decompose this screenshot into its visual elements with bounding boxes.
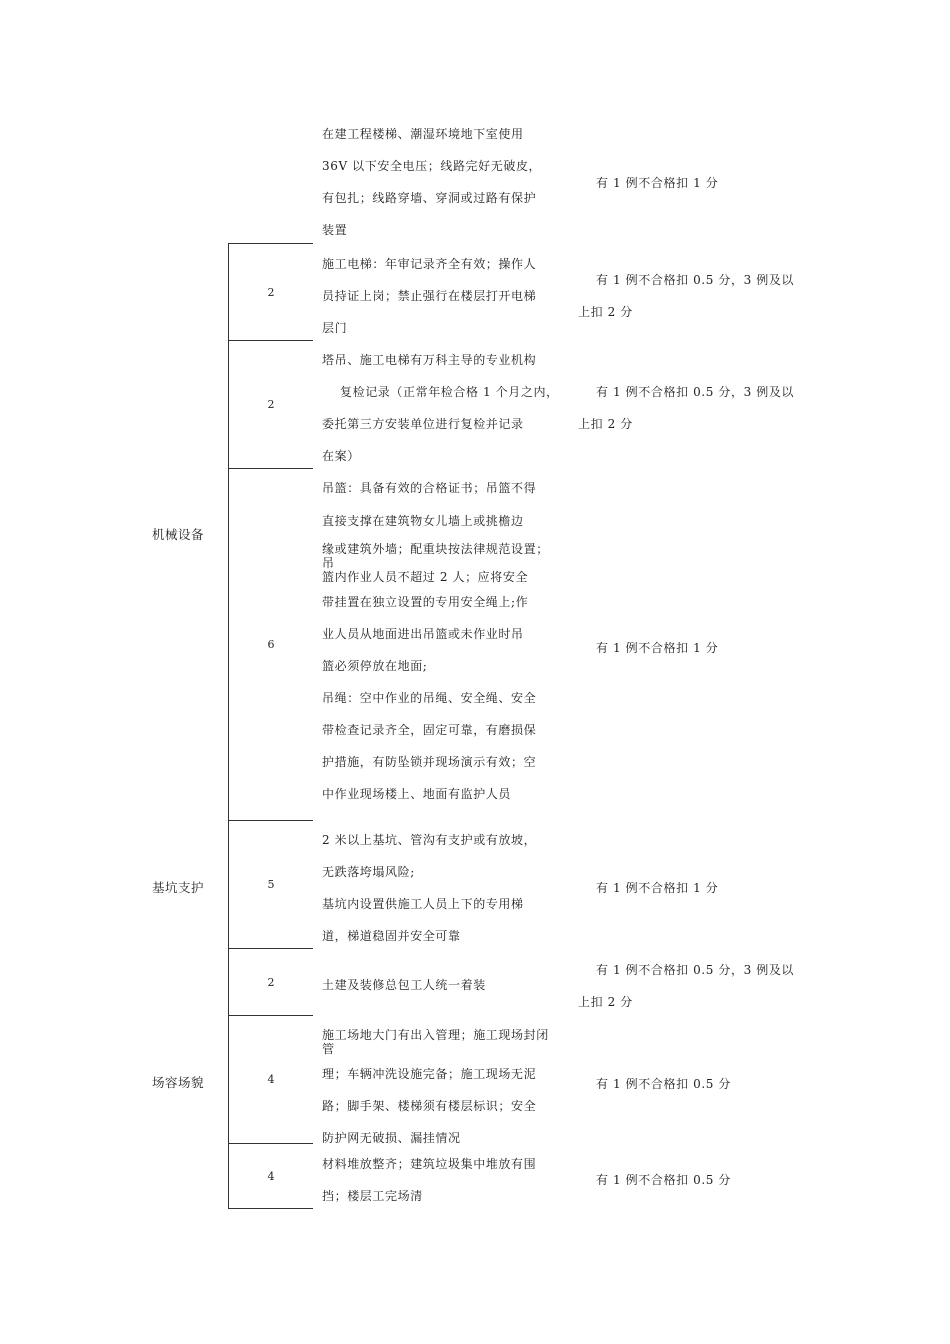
desc-line: 业人员从地面进出吊篮或未作业时吊 (322, 627, 524, 641)
penalty-line: 有 1 例不合格扣 1 分 (596, 641, 719, 655)
row-3-score-cell (228, 468, 313, 821)
row-6-score: 4 (267, 1073, 275, 1086)
desc-line: 施工电梯：年审记录齐全有效；操作人 (322, 257, 537, 271)
row-6-penalty (578, 1068, 798, 1100)
desc-line: 护措施，有防坠锁并现场演示有效；空 (322, 755, 537, 769)
row-2-score-cell (228, 340, 313, 469)
row-1-description (322, 248, 562, 344)
desc-line: 道，梯道稳固并安全可靠 (322, 929, 461, 943)
desc-line: 土建及装修总包工人统一着装 (322, 978, 486, 992)
desc-line: 吊绳：空中作业的吊绳、安全绳、安全 (322, 691, 537, 705)
row-5-description (322, 969, 562, 1001)
desc-line: 挡；楼层工完场清 (322, 1189, 423, 1203)
row-1-penalty (578, 264, 798, 328)
row-1-score: 2 (267, 285, 275, 299)
desc-line: 吊 (322, 556, 335, 570)
desc-line: 中作业现场楼上、地面有监护人员 (322, 787, 512, 801)
row-7-score: 4 (267, 1169, 275, 1183)
row-0-description (322, 118, 562, 246)
row-4-score-cell (228, 820, 313, 949)
desc-line: 36V 以下安全电压；线路完好无破皮， (322, 159, 542, 173)
row-6-description (322, 1028, 562, 1154)
penalty-line: 有 1 例不合格扣 0.5 分 (596, 1077, 731, 1091)
desc-line: 直接支撑在建筑物女儿墙上或挑檐边 (322, 514, 524, 528)
desc-line: 在建工程楼梯、潮湿环境地下室使用 (322, 127, 524, 141)
row-1-score-cell (228, 243, 313, 341)
desc-line: 管 (322, 1042, 335, 1056)
desc-line: 复检记录（正常年检合格 1 个月之内， (340, 385, 559, 399)
row-3-score: 6 (267, 638, 275, 651)
row-2-score: 2 (267, 398, 275, 411)
desc-line: 装置 (322, 223, 348, 237)
penalty-line: 上扣 2 分 (578, 995, 633, 1009)
category-machinery: 机械设备 (152, 527, 205, 542)
desc-line: 篮必须停放在地面; (322, 659, 428, 673)
desc-line: 委托第三方安装单位进行复检并记录 (322, 417, 524, 431)
desc-line: 带挂置在独立设置的专用安全绳上;作 (322, 595, 529, 609)
row-7-penalty (578, 1164, 798, 1196)
penalty-line: 有 1 例不合格扣 0.5 分，3 例及以 (596, 385, 795, 399)
row-2-description (322, 344, 562, 472)
desc-line: 基坑内设置供施工人员上下的专用梯 (322, 897, 524, 911)
desc-line: 有包扎；线路穿墙、穿洞或过路有保护 (322, 191, 537, 205)
row-6-score-cell (228, 1015, 313, 1144)
row-3-penalty (578, 632, 798, 664)
row-5-score: 2 (267, 975, 275, 989)
row-4-score: 5 (267, 878, 275, 891)
desc-line: 塔吊、施工电梯有万科主导的专业机构 (322, 353, 537, 367)
desc-line: 员持证上岗；禁止强行在楼层打开电梯 (322, 289, 537, 303)
desc-line: 篮内作业人员不超过 2 人；应将安全 (322, 570, 529, 584)
desc-line: 材料堆放整齐；建筑垃圾集中堆放有围 (322, 1157, 537, 1171)
row-4-description (322, 824, 562, 952)
penalty-line: 有 1 例不合格扣 0.5 分，3 例及以 (596, 273, 795, 287)
row-2-penalty (578, 376, 798, 440)
row-0-penalty (578, 167, 798, 199)
penalty-line: 有 1 例不合格扣 1 分 (596, 881, 719, 895)
row-3-description (322, 472, 562, 810)
row-7-score-cell (228, 1143, 313, 1209)
desc-line: 吊篮：具备有效的合格证书；吊篮不得 (322, 481, 537, 495)
row-5-penalty (578, 954, 798, 1018)
penalty-line: 上扣 2 分 (578, 417, 633, 431)
category-site-appearance: 场容场貌 (152, 1075, 205, 1090)
penalty-line: 上扣 2 分 (578, 305, 633, 319)
desc-line: 路；脚手架、楼梯须有楼层标识；安全 (322, 1099, 537, 1113)
desc-line: 在案） (322, 449, 360, 463)
penalty-line: 有 1 例不合格扣 0.5 分，3 例及以 (596, 963, 795, 977)
desc-line: 2 米以上基坑、管沟有支护或有放坡， (322, 833, 537, 847)
desc-line: 无跌落垮塌风险; (322, 865, 415, 879)
desc-line: 防护网无破损、漏挂情况 (322, 1131, 461, 1145)
row-5-score-cell (228, 948, 313, 1016)
category-foundation-pit: 基坑支护 (152, 880, 205, 895)
row-7-description (322, 1148, 562, 1212)
desc-line: 带检查记录齐全，固定可靠，有磨损保 (322, 723, 537, 737)
penalty-line: 有 1 例不合格扣 0.5 分 (596, 1173, 731, 1187)
row-4-penalty (578, 872, 798, 904)
desc-line: 层门 (322, 321, 348, 335)
desc-line: 缘或建筑外墙；配重块按法律规范设置； (322, 542, 549, 556)
penalty-line: 有 1 例不合格扣 1 分 (596, 176, 719, 190)
desc-line: 理；车辆冲洗设施完备；施工现场无泥 (322, 1067, 537, 1081)
desc-line: 施工场地大门有出入管理；施工现场封闭 (322, 1028, 549, 1042)
